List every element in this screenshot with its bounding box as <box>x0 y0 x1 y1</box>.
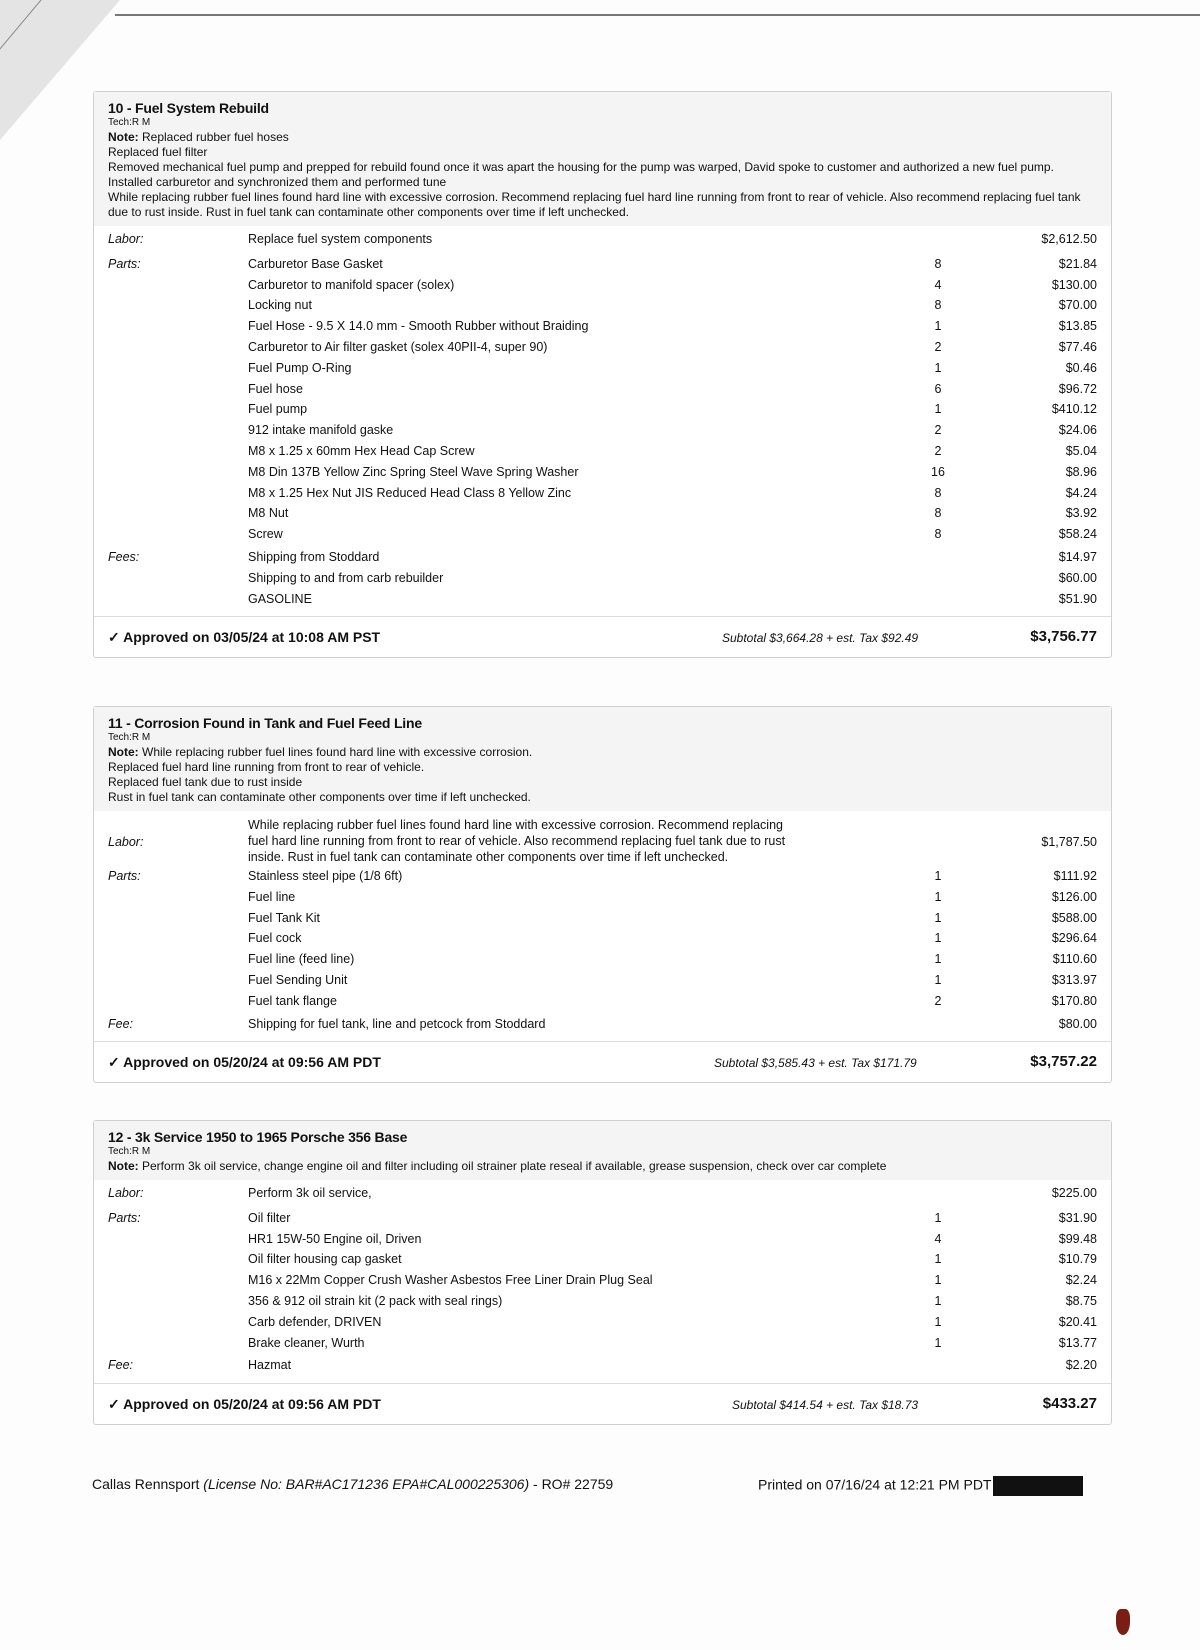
part-quantity: 1 <box>934 889 942 904</box>
table-row <box>108 423 1097 444</box>
table-row <box>108 817 1097 869</box>
table-row <box>108 319 1097 340</box>
part-description: Fuel pump <box>248 402 308 417</box>
part-price: $111.92 <box>1053 869 1097 883</box>
section-header <box>94 92 1111 226</box>
table-row <box>108 1232 1097 1253</box>
approval-status: ✓ Approved on 03/05/24 at 10:08 AM PST <box>108 629 381 646</box>
fee-price: $80.00 <box>1058 1016 1097 1031</box>
parts-label: Parts: <box>108 869 141 883</box>
part-quantity: 1 <box>934 319 942 334</box>
labor-price: $1,787.50 <box>1041 835 1097 849</box>
part-description: Locking nut <box>248 298 312 313</box>
part-quantity: 8 <box>934 527 942 542</box>
table-row <box>108 571 1097 592</box>
part-price: $70.00 <box>1058 298 1097 313</box>
service-section-12 <box>93 1120 1112 1425</box>
part-description: 912 intake manifold gaske <box>248 423 394 438</box>
part-description: Fuel Pump O-Ring <box>248 360 352 375</box>
labor-price: $225.00 <box>1051 1186 1097 1200</box>
part-price: $99.48 <box>1058 1231 1097 1246</box>
part-quantity: 2 <box>934 423 942 438</box>
part-description: Fuel line <box>248 889 296 904</box>
part-description: M8 x 1.25 Hex Nut JIS Reduced Head Class 8 Yellow Zinc <box>248 485 572 500</box>
part-description: Fuel cock <box>248 931 302 946</box>
section-title: 11 - Corrosion Found in Tank and Fuel Feed Line <box>108 715 422 731</box>
part-description: Carburetor Base Gasket <box>248 256 383 271</box>
part-price: $110.60 <box>1052 952 1097 967</box>
line-items <box>94 1180 1111 1383</box>
fee-price: $51.90 <box>1058 591 1097 606</box>
part-quantity: 1 <box>934 1335 942 1350</box>
part-description: Stainless steel pipe (1/8 6ft) <box>248 869 403 883</box>
part-price: $31.90 <box>1058 1210 1097 1225</box>
fee-description: Shipping to and from carb rebuilder <box>248 570 444 585</box>
table-row <box>108 298 1097 319</box>
part-price: $21.84 <box>1058 256 1097 271</box>
table-row <box>108 232 1097 253</box>
part-quantity: 1 <box>934 402 942 417</box>
part-quantity: 1 <box>934 1314 942 1329</box>
part-price: $2.24 <box>1065 1273 1097 1288</box>
approval-status: ✓ Approved on 05/20/24 at 09:56 AM PDT <box>108 1054 381 1071</box>
fee-description: Shipping from Stoddard <box>248 549 380 564</box>
part-price: $20.41 <box>1058 1314 1097 1329</box>
section-note <box>108 745 1097 805</box>
table-row <box>108 486 1097 507</box>
part-quantity: 1 <box>934 910 942 925</box>
part-price: $77.46 <box>1058 339 1097 354</box>
note-label: Note: <box>108 1159 139 1173</box>
labor-label: Labor: <box>108 232 144 246</box>
part-quantity: 1 <box>934 1273 942 1288</box>
part-quantity: 8 <box>934 256 942 271</box>
part-quantity: 2 <box>934 993 942 1008</box>
part-quantity: 4 <box>934 1231 942 1246</box>
table-row <box>108 465 1097 486</box>
part-quantity: 1 <box>934 931 942 946</box>
part-price: $4.24 <box>1065 485 1097 500</box>
fee-price: $60.00 <box>1058 570 1097 585</box>
table-row <box>108 952 1097 973</box>
service-section-10 <box>93 91 1112 658</box>
part-description: Carb defender, DRIVEN <box>248 1314 382 1329</box>
labor-description: Replace fuel system components <box>248 232 433 246</box>
part-quantity: 8 <box>934 298 942 313</box>
table-row <box>108 506 1097 527</box>
shop-name: Callas Rennsport <box>92 1476 200 1492</box>
print-footer <box>758 1476 1083 1496</box>
technician: Tech:R M <box>108 1146 151 1157</box>
part-price: $58.24 <box>1058 527 1097 542</box>
printed-date: Printed on 07/16/24 at 12:21 PM PDT <box>758 1476 992 1493</box>
part-quantity: 2 <box>934 339 942 354</box>
part-price: $13.77 <box>1058 1335 1097 1350</box>
scan-top-edge <box>115 14 1200 16</box>
part-price: $8.96 <box>1065 464 1097 479</box>
section-note <box>108 130 1097 220</box>
table-row <box>108 402 1097 423</box>
note-text: Perform 3k oil service, change engine oil and filter including oil strainer plate reseal if available, grease suspension, check over car complete <box>138 1159 887 1173</box>
table-row <box>108 869 1097 890</box>
labor-label: Labor: <box>108 1186 144 1200</box>
part-price: $410.12 <box>1051 402 1097 417</box>
part-quantity: 1 <box>934 952 942 967</box>
part-description: Brake cleaner, Wurth <box>248 1335 365 1350</box>
table-row <box>108 444 1097 465</box>
table-row <box>108 1273 1097 1294</box>
license-info: (License No: BAR#AC171236 EPA#CAL000225306) <box>203 1476 530 1492</box>
parts-label: Parts: <box>108 1210 141 1225</box>
stain-mark <box>1116 1609 1130 1635</box>
table-row <box>108 1252 1097 1273</box>
fees-label: Fee: <box>108 1016 134 1031</box>
parts-label: Parts: <box>108 256 141 271</box>
note-label: Note: <box>108 130 139 144</box>
table-row <box>108 1186 1097 1207</box>
part-description: Fuel tank flange <box>248 993 337 1008</box>
section-footer <box>94 616 1111 657</box>
fee-description: GASOLINE <box>248 591 312 606</box>
line-items <box>94 811 1111 1041</box>
table-row <box>108 550 1097 571</box>
part-quantity: 1 <box>934 1210 942 1225</box>
part-quantity: 6 <box>934 381 942 396</box>
fee-description: Hazmat <box>248 1358 292 1373</box>
fee-price: $2.20 <box>1065 1358 1097 1373</box>
section-header <box>94 1121 1111 1180</box>
table-row <box>108 1211 1097 1232</box>
labor-description: Perform 3k oil service, <box>248 1186 372 1200</box>
table-row <box>108 1336 1097 1357</box>
fee-price: $14.97 <box>1058 549 1097 564</box>
section-footer <box>94 1041 1111 1082</box>
table-row <box>108 973 1097 994</box>
part-description: Carburetor to Air filter gasket (solex 40PII-4, super 90) <box>248 339 548 354</box>
table-row <box>108 382 1097 403</box>
labor-label: Labor: <box>108 835 144 849</box>
part-price: $588.00 <box>1051 910 1097 925</box>
line-items <box>94 226 1111 616</box>
section-title: 12 - 3k Service 1950 to 1965 Porsche 356 Base <box>108 1129 408 1145</box>
part-quantity: 4 <box>934 277 942 292</box>
redaction-bar <box>993 1476 1083 1496</box>
service-section-11 <box>93 706 1112 1083</box>
part-description: M16 x 22Mm Copper Crush Washer Asbestos Free Liner Drain Plug Seal <box>248 1273 653 1288</box>
technician: Tech:R M <box>108 732 151 743</box>
part-description: M8 x 1.25 x 60mm Hex Head Cap Screw <box>248 443 475 458</box>
part-price: $8.75 <box>1065 1293 1097 1308</box>
repair-order-number: - RO# 22759 <box>533 1476 614 1492</box>
note-text: Replaced rubber fuel hoses Replaced fuel filter Removed mechanical fuel pump and prepped for rebuild found once it was apart the housing for the pump was warped, David spoke to customer and authorized a new fuel pump. Installed carburetor and synchronized them and performed tune While replacing rubber fuel lines found hard line with excessive corrosion. Recommend replacing fuel hard line running from front to rear of vehicle. Also recommend replacing fuel tank due to rust inside. Rust in fuel tank can contaminate other components over time if left unchecked. <box>108 130 1081 219</box>
section-title: 10 - Fuel System Rebuild <box>108 100 269 116</box>
note-text: While replacing rubber fuel lines found hard line with excessive corrosion. Replaced fuel hard line running from front to rear of vehicle. Replaced fuel tank due to rust inside Rust in fuel tank can contaminate other components over time if left unchecked. <box>108 745 533 804</box>
table-row <box>108 278 1097 299</box>
part-quantity: 8 <box>934 506 942 521</box>
part-price: $296.64 <box>1051 931 1097 946</box>
part-price: $5.04 <box>1065 443 1097 458</box>
table-row <box>108 890 1097 911</box>
section-total: $3,757.22 <box>1030 1053 1097 1071</box>
part-description: Fuel hose <box>248 381 303 396</box>
part-description: M8 Din 137B Yellow Zinc Spring Steel Wave Spring Washer <box>248 464 579 479</box>
table-row <box>108 257 1097 278</box>
section-total: $433.27 <box>1042 1395 1097 1413</box>
part-description: Carburetor to manifold spacer (solex) <box>248 277 455 292</box>
labor-description: While replacing rubber fuel lines found hard line with excessive corrosion. Recommend replacing fuel hard line running from front to rear of vehicle. Also recommend replacing fuel tank due to rust inside. Rust in fuel tank can contaminate other components over time if left unchecked. <box>248 818 786 864</box>
part-price: $13.85 <box>1058 319 1097 334</box>
note-label: Note: <box>108 745 139 759</box>
part-description: M8 Nut <box>248 506 289 521</box>
part-quantity: 1 <box>934 1293 942 1308</box>
part-description: Oil filter <box>248 1210 291 1225</box>
table-row <box>108 340 1097 361</box>
part-price: $10.79 <box>1058 1252 1097 1267</box>
part-description: Screw <box>248 527 283 542</box>
table-row <box>108 1294 1097 1315</box>
table-row <box>108 994 1097 1015</box>
table-row <box>108 527 1097 548</box>
part-price: $24.06 <box>1058 423 1097 438</box>
subtotal: Subtotal $414.54 + est. Tax $18.73 <box>732 1398 919 1413</box>
part-price: $170.80 <box>1051 993 1097 1008</box>
subtotal: Subtotal $3,664.28 + est. Tax $92.49 <box>722 631 919 646</box>
part-price: $3.92 <box>1065 506 1097 521</box>
labor-price: $2,612.50 <box>1041 232 1097 246</box>
part-description: Fuel Sending Unit <box>248 972 348 987</box>
part-description: Fuel Tank Kit <box>248 910 321 925</box>
technician: Tech:R M <box>108 117 151 128</box>
section-note <box>108 1159 1097 1174</box>
section-footer <box>94 1383 1111 1424</box>
part-description: Oil filter housing cap gasket <box>248 1252 402 1267</box>
shop-footer <box>92 1476 613 1492</box>
table-row <box>108 1017 1097 1038</box>
part-price: $96.72 <box>1058 381 1097 396</box>
part-price: $0.46 <box>1065 360 1097 375</box>
subtotal: Subtotal $3,585.43 + est. Tax $171.79 <box>714 1056 917 1071</box>
part-quantity: 16 <box>931 464 945 479</box>
part-price: $313.97 <box>1051 972 1097 987</box>
fees-label: Fee: <box>108 1358 134 1373</box>
part-description: Fuel line (feed line) <box>248 952 355 967</box>
table-row <box>108 592 1097 613</box>
table-row <box>108 361 1097 382</box>
table-row <box>108 1315 1097 1336</box>
part-price: $126.00 <box>1051 889 1097 904</box>
part-price: $130.00 <box>1051 277 1097 292</box>
part-quantity: 1 <box>934 972 942 987</box>
table-row <box>108 931 1097 952</box>
section-header <box>94 707 1111 811</box>
approval-status: ✓ Approved on 05/20/24 at 09:56 AM PDT <box>108 1396 381 1413</box>
table-row <box>108 911 1097 932</box>
section-total: $3,756.77 <box>1030 628 1097 646</box>
fees-label: Fees: <box>108 549 140 564</box>
part-quantity: 1 <box>934 869 942 883</box>
part-quantity: 8 <box>934 485 942 500</box>
part-quantity: 2 <box>934 443 942 458</box>
part-description: HR1 15W-50 Engine oil, Driven <box>248 1231 422 1246</box>
part-quantity: 1 <box>934 1252 942 1267</box>
table-row <box>108 1358 1097 1379</box>
part-quantity: 1 <box>934 360 942 375</box>
part-description: Fuel Hose - 9.5 X 14.0 mm - Smooth Rubber without Braiding <box>248 319 589 334</box>
fee-description: Shipping for fuel tank, line and petcock from Stoddard <box>248 1016 546 1031</box>
part-description: 356 & 912 oil strain kit (2 pack with seal rings) <box>248 1293 503 1308</box>
